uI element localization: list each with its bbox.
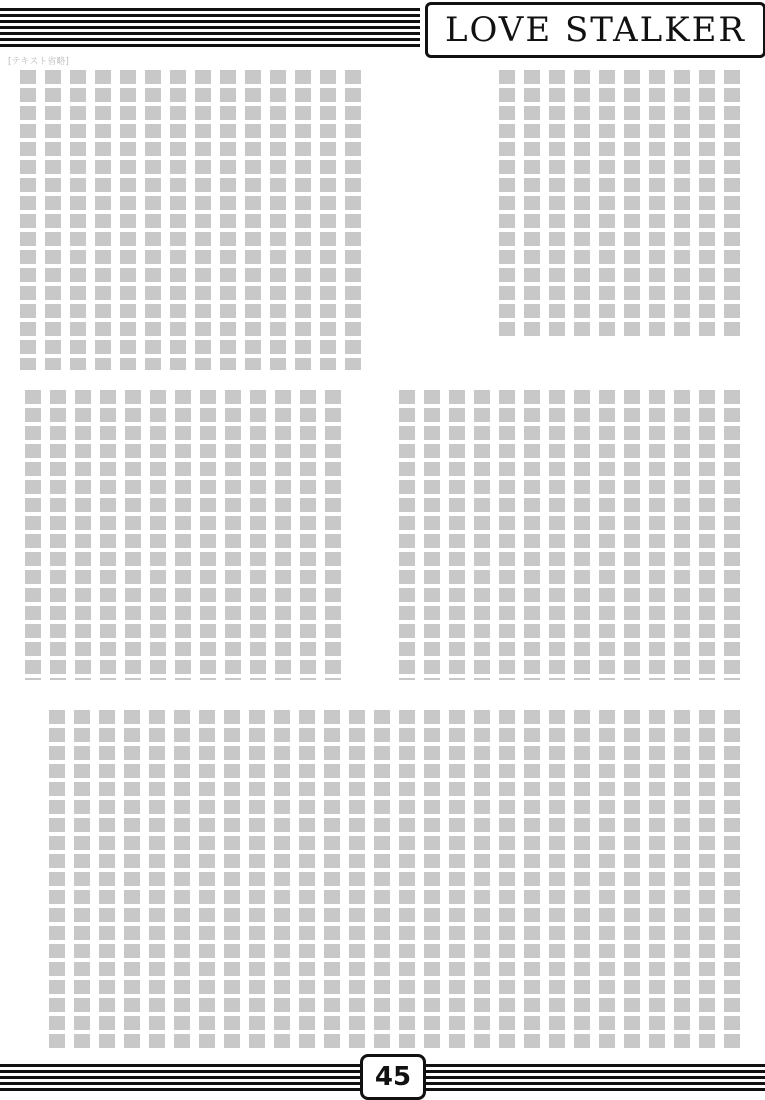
omitted-text-note: [テキスト省略]: [8, 57, 69, 67]
page-number: 45: [360, 1054, 426, 1100]
page-title: LOVE STALKER: [425, 2, 765, 58]
text-block-top-right: [499, 70, 740, 340]
text-block-middle-right: [399, 390, 740, 680]
text-block-middle-left: [25, 390, 341, 680]
text-block-top-left: [20, 70, 361, 370]
header-decoration: [0, 8, 420, 48]
text-block-bottom: [49, 710, 740, 1050]
